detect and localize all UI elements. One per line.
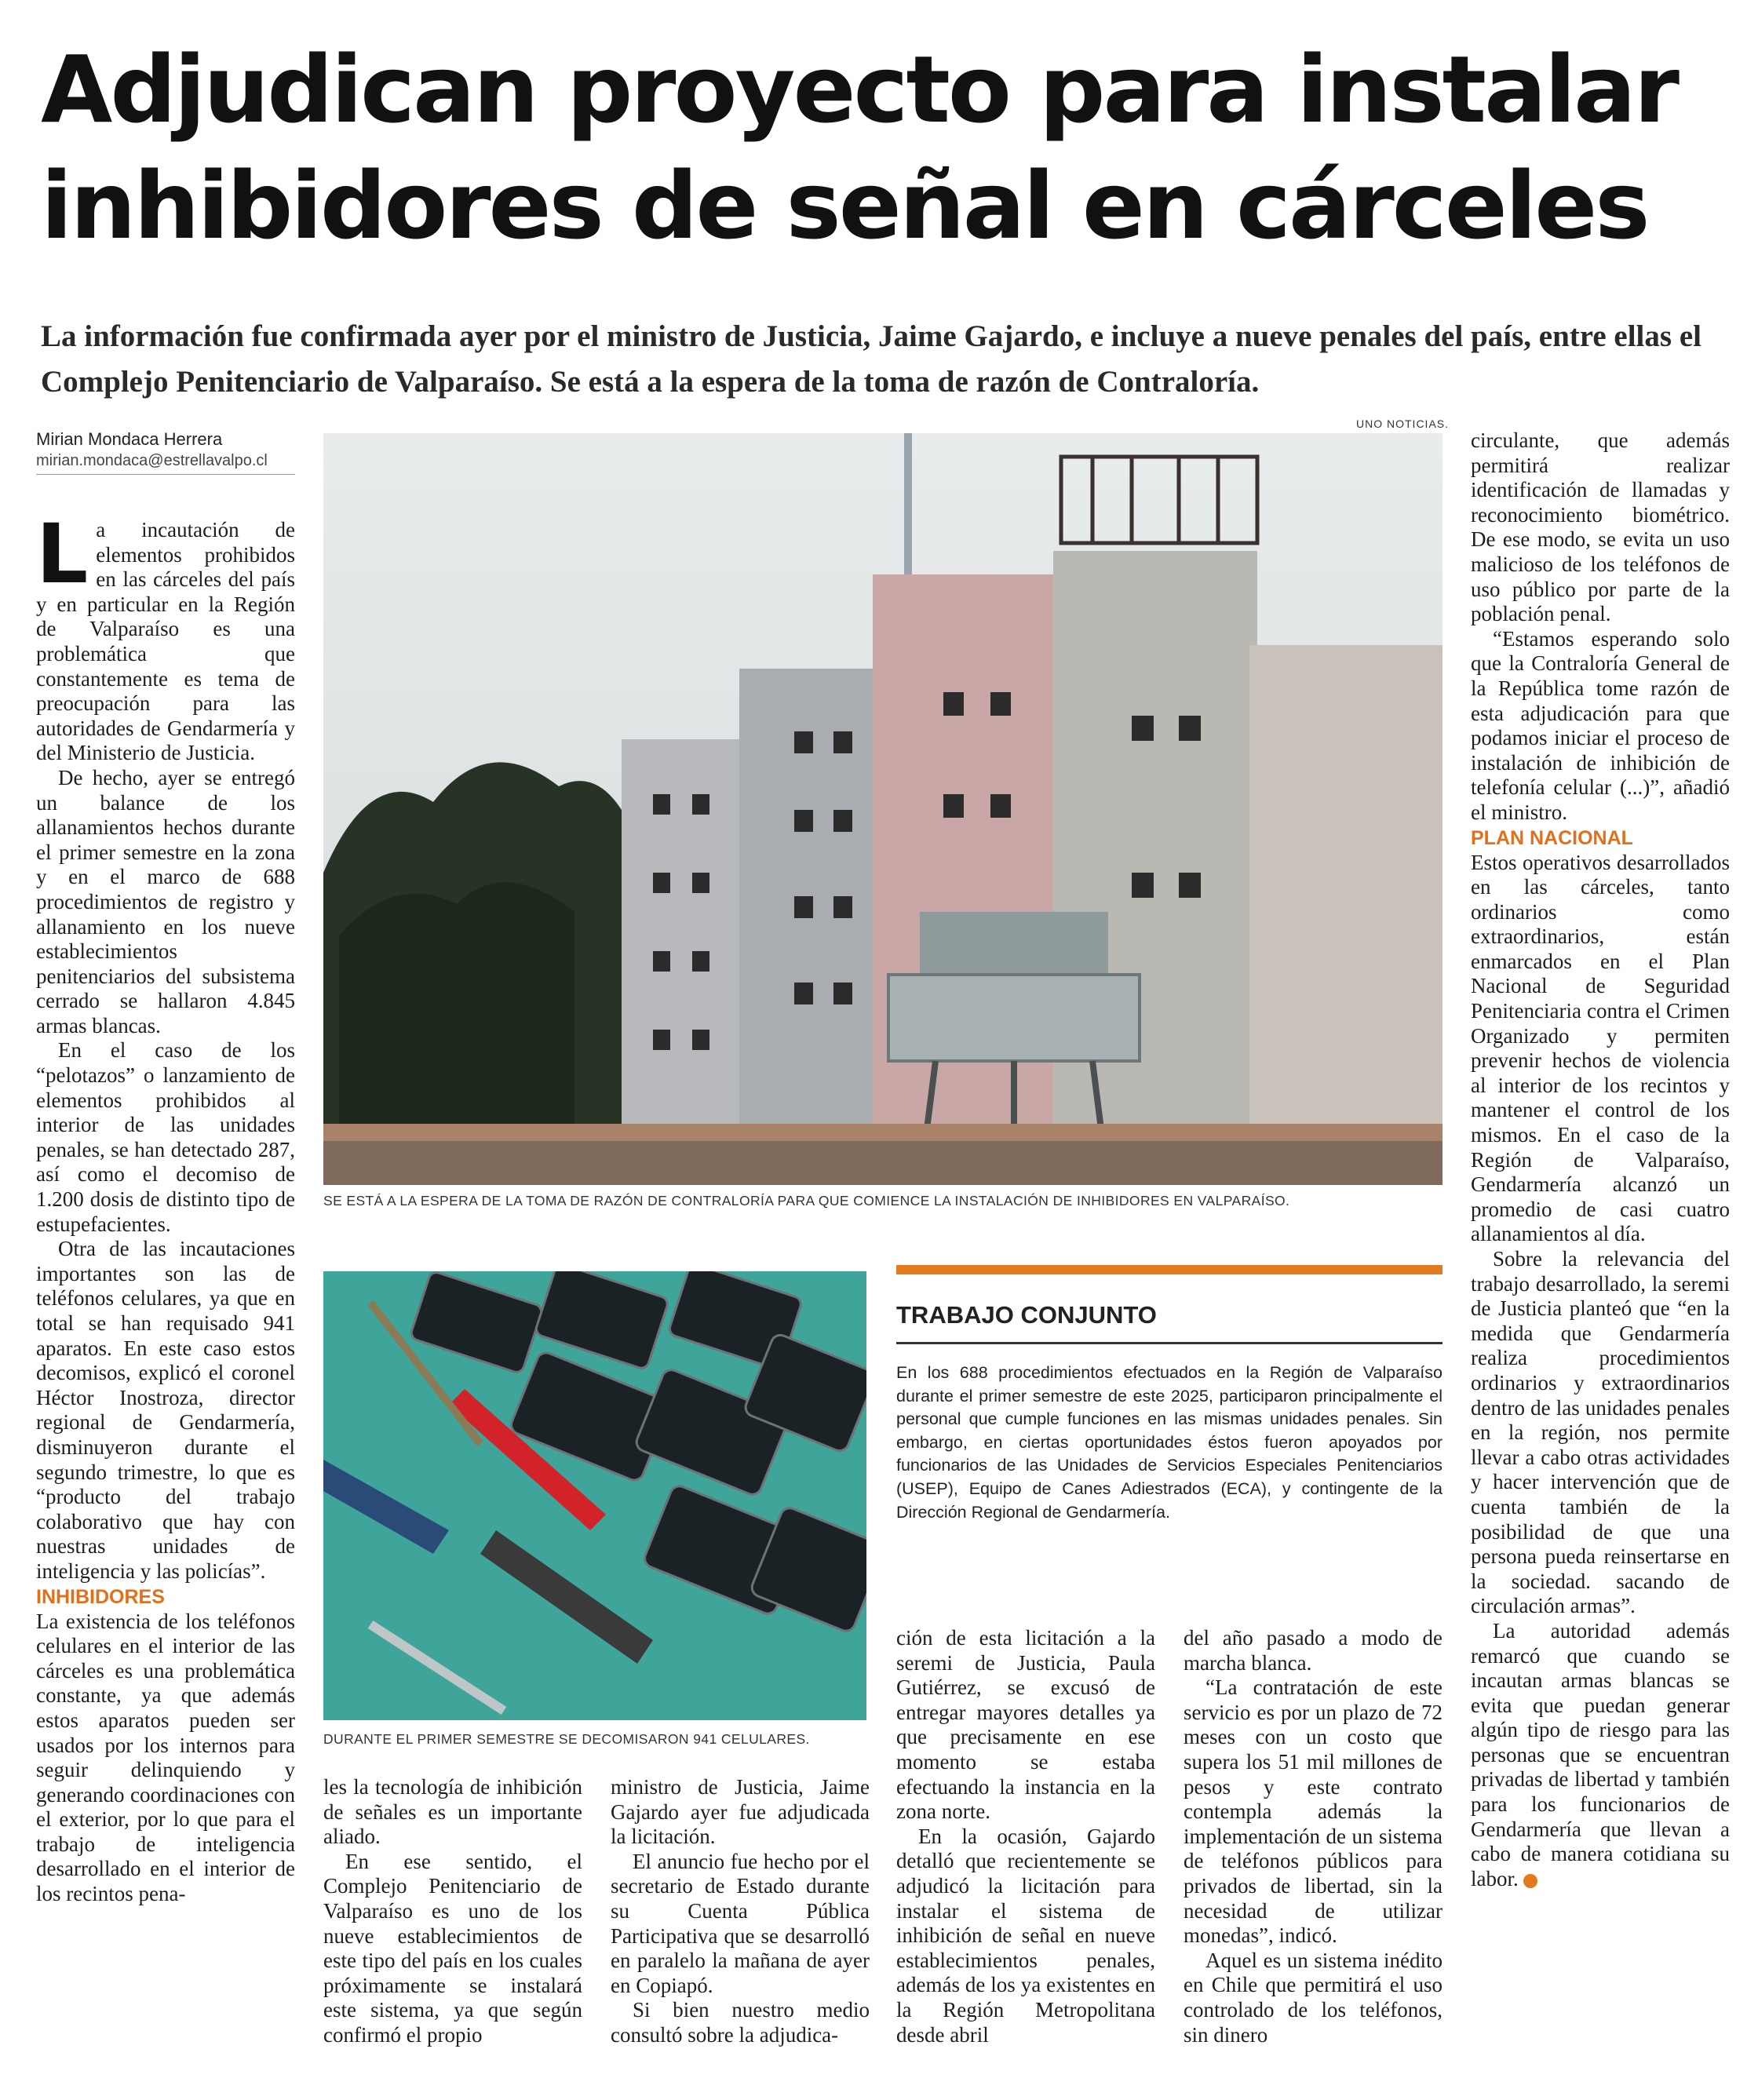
seized-items-photo bbox=[323, 1271, 866, 1720]
paragraph-17: “Estamos esperando solo que la Contraloría General de la República tome razón de esta adjudicación para que podamos iniciar el proceso de instalación de inhibición de telefonía celular (...)”, añadió el ministro. bbox=[1471, 626, 1730, 824]
second-photo-caption: DURANTE EL PRIMER SEMESTRE SE DECOMISARON 941 CELULARES. bbox=[323, 1731, 810, 1747]
paragraph-11: ción de esta licitación a la seremi de Justicia, Paula Gutiérrez, se excusó de entregar mayores detalles ya que precisamente en ese momento se estaba efectuando la instancia en la zona norte. bbox=[896, 1626, 1155, 1824]
sidebar-title: TRABAJO CONJUNTO bbox=[896, 1301, 1157, 1329]
prison-illustration bbox=[323, 433, 1443, 1185]
photo-credit: UNO NOTICIAS. bbox=[1356, 417, 1450, 430]
paragraph-16: circulante, que además permitirá realizar identificación de llamadas y reconocimiento biométrico. De ese modo, se evita un uso malicioso de los teléfonos de uso público por parte de la población penal. bbox=[1471, 428, 1730, 626]
column-6 bbox=[1471, 428, 1730, 1891]
paragraph-6: les la tecnología de inhibición de señales es un importante aliado. bbox=[323, 1775, 582, 1849]
paragraph-8: ministro de Justicia, Jaime Gajardo ayer fue adjudicada la licitación. bbox=[611, 1775, 870, 1849]
sidebar-divider bbox=[896, 1342, 1443, 1344]
sidebar-box bbox=[896, 1265, 1443, 1524]
column-1 bbox=[36, 506, 295, 1907]
paragraph-19: Sobre la relevancia del trabajo desarrollado, la seremi de Justicia planteó que “en la medida que Gendarmería realiza procedimientos ordinarios y extraordinarios dentro de las unidades penales en la región, nos permite llevar a cabo otras actividades y hacer intervención que de cuenta también de la posibilidad de que una persona pueda reinsertarse en la sociedad. sacando de circulación armas”. bbox=[1471, 1247, 1730, 1618]
sidebar-text: En los 688 procedimientos efectuados en la Región de Valparaíso durante el primer semestre de este 2025, participaron principalmente el personal que cumple funciones en las mismas unidades penales. Sin embargo, en ciertas oportunidades éstos fueron apoyados por funcionarios de las Unidades de Servicios Especiales Penitenciarios (USEP), Equipo de Canes Adiestrados (ECA), y contingente de la Dirección Regional de Gendarmería. bbox=[896, 1363, 1443, 1522]
byline bbox=[36, 428, 295, 475]
paragraph-7: En ese sentido, el Complejo Penitenciario de Valparaíso es uno de los nueve establecimientos de este tipo del país en los cuales próximamente se instalará este sistema, ya que según confirmó el propio bbox=[323, 1849, 582, 2047]
paragraph-15: Aquel es un sistema inédito en Chile que permitirá el uso controlado de los teléfonos, sin dinero bbox=[1184, 1948, 1443, 2047]
column-5 bbox=[1184, 1626, 1443, 2047]
paragraph-5: La existencia de los teléfonos celulares en el interior de las cárceles es una problemática constante, ya que además estos aparatos pueden ser usados por los internos para seguir delinquiendo y generando coordinaciones con el exterior, por lo que para el trabajo de inteligencia desarrollado en el interior de los recintos pena- bbox=[36, 1609, 295, 1906]
column-4 bbox=[896, 1626, 1155, 2047]
main-photo-caption: SE ESTÁ A LA ESPERA DE LA TOMA DE RAZÓN DE CONTRALORÍA PARA QUE COMIENCE LA INSTALACIÓN DE INHIBIDORES EN VALPARAÍSO. bbox=[323, 1193, 1290, 1209]
subhead-plan-nacional: PLAN NACIONAL bbox=[1471, 826, 1633, 849]
end-of-article-icon bbox=[1523, 1874, 1537, 1888]
paragraph-14: “La contratación de este servicio es por un plazo de 72 meses con un costo que supera los 51 mil millones de pesos y este contrato contempla además la implementación de un sistema de teléfonos públicos para privados de libertad, sin la necesidad de utilizar monedas”, indicó. bbox=[1184, 1675, 1443, 1948]
paragraph-10: Si bien nuestro medio consultó sobre la adjudica- bbox=[611, 1998, 870, 2047]
prison-photo bbox=[323, 433, 1443, 1185]
column-3 bbox=[611, 1775, 870, 2048]
paragraph-12: En la ocasión, Gajardo detalló que recientemente se adjudicó la licitación para instalar el sistema de inhibición de señal en nueve establecimientos penales, además de los ya existentes en la Región Metropolitana desde abril bbox=[896, 1824, 1155, 2047]
author-email: mirian.mondaca@estrellavalpo.cl bbox=[36, 452, 268, 469]
paragraph-13: del año pasado a modo de marcha blanca. bbox=[1184, 1626, 1443, 1675]
subhead-inhibidores: INHIBIDORES bbox=[36, 1585, 165, 1608]
sidebar-accent-rule bbox=[896, 1265, 1443, 1274]
paragraph-4: Otra de las incautaciones importantes son las de teléfonos celulares, ya que en total se han requisado 941 aparatos. En este caso estos decomisos, explicó el coronel Héctor Inostroza, director regional de Gendarmería, disminuyeron durante el segundo trimestre, lo que es “producto del trabajo colaborativo que hay con nuestras unidades de inteligencia y las policías”. bbox=[36, 1237, 295, 1583]
seized-items-illustration bbox=[323, 1271, 866, 1720]
paragraph-20: La autoridad además remarcó que cuando se incautan armas blancas se evita que puedan generar algún tipo de riesgo para las personas que se encuentran privadas de libertad y también para los funcionarios de Gendarmería que llevan a cabo de manera cotidiana su labor. bbox=[1471, 1618, 1730, 1890]
paragraph-18: Estos operativos desarrollados en las cárceles, tanto ordinarios como extraordinarios, están enmarcados en el Plan Nacional de Seguridad Penitenciaria contra el Crimen Organizado y permiten prevenir hechos de violencia al interior de los recintos y mantener el control de los mismos. En el caso de la Región de Valparaíso, Gendarmería alcanzó un promedio de casi cuatro allanamientos al día. bbox=[1471, 850, 1730, 1246]
byline-divider bbox=[36, 474, 295, 475]
paragraph-1: La incautación de elementos prohibidos en las cárceles del país y en particular en la Región de Valparaíso es una problemática que constantemente es tema de preocupación para las autoridades de Gendarmería y del Ministerio de Justicia. bbox=[36, 506, 295, 765]
author-name: Mirian Mondaca Herrera bbox=[36, 429, 223, 449]
headline: Adjudican proyecto para instalar inhibidores de señal en cárceles bbox=[41, 35, 1677, 260]
article-dek: La información fue confirmada ayer por el ministro de Justicia, Jaime Gajardo, e incluye a nueve penales del país, entre ellas el Complejo Penitenciario de Valparaíso. Se está a la espera de la toma de razón de Contraloría. bbox=[41, 319, 1701, 399]
paragraph-2: De hecho, ayer se entregó un balance de los allanamientos hechos durante el primer semestre en la zona y en el marco de 688 procedimientos de registro y allanamiento en los nueve establecimientos penitenciarios del subsistema cerrado se hallaron 4.845 armas blancas. bbox=[36, 765, 295, 1037]
paragraph-9: El anuncio fue hecho por el secretario de Estado durante su Cuenta Pública Participativa que se desarrolló en paralelo la mañana de ayer en Copiapó. bbox=[611, 1849, 870, 1997]
drop-cap: L bbox=[36, 506, 89, 602]
column-2 bbox=[323, 1775, 582, 2048]
paragraph-3: En el caso de los “pelotazos” o lanzamiento de elementos prohibidos al interior de las unidades penales, se han detectado 287, así como el decomiso de 1.200 dosis de distinto tipo de estupefacientes. bbox=[36, 1038, 295, 1236]
